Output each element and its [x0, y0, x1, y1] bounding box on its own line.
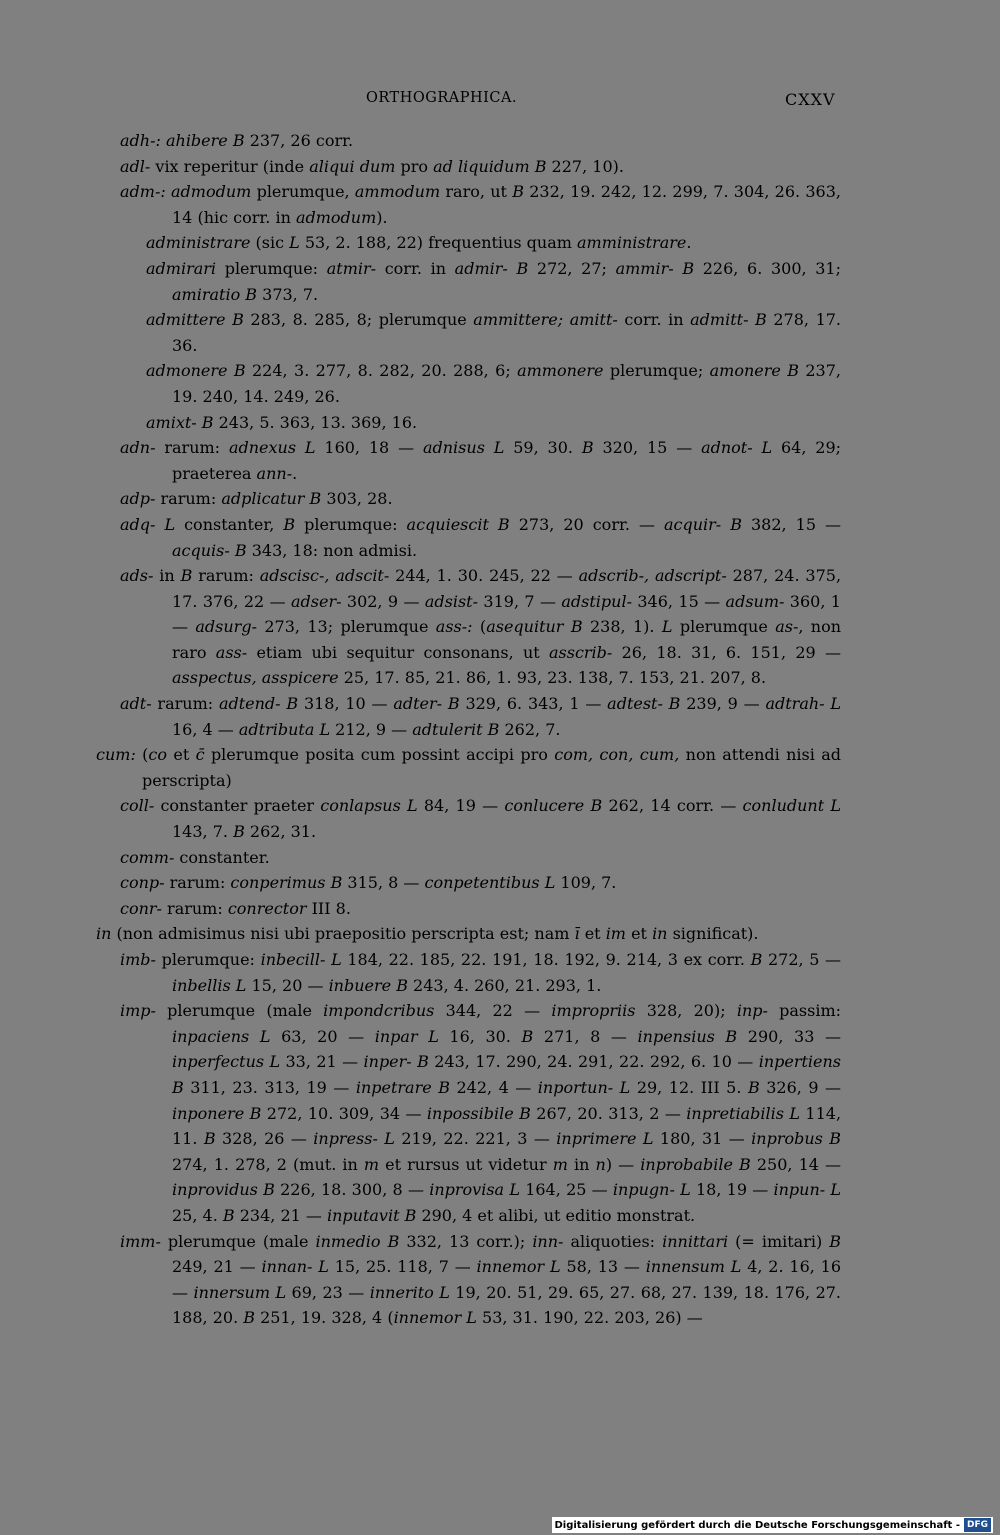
footer-text: Digitalisierung gefördert durch die Deutsche Forschungsgemeinschaft -: [554, 1519, 960, 1531]
entry-11: ads- in B rarum: adscisc-, adscit- 244, 1. 30. 245, 22 — adscrib-, adscript- 287, 24. 375, 17. 376, 22 — adser- 302, 9 — adsist- 319, 7 — adstipul- 346, 15 — adsum- 360, 1 — adsurg- 273, 13; plerumque ass-: (asequitur B 238, 1). L plerumque as-, non raro ass- etiam ubi sequitur consonans, ut asscrib- 26, 18. 31, 6. 151, 29 — asspectus, asspicere 25, 17. 85, 21. 86, 1. 93, 23. 138, 7. 153, 21. 207, 8.: [120, 566, 842, 688]
entry-4: admirari plerumque: atmir- corr. in admir- B 272, 27; ammir- B 226, 6. 300, 31; amiratio B 373, 7.: [146, 258, 841, 304]
entry-5: admittere B 283, 8. 285, 8; plerumque ammittere; amitt- corr. in admitt- B 278, 17. 36.: [146, 310, 842, 355]
entry-6: admonere B 224, 3. 277, 8. 282, 20. 288, 6; ammonere plerumque; amonere B 237, 19. 240, 14. 249, 26.: [146, 361, 842, 406]
entry-15: comm- constanter.: [120, 847, 270, 867]
entry-3: administrare (sic L 53, 2. 188, 22) frequentius quam amministrare.: [146, 233, 692, 253]
entry-12: adt- rarum: adtend- B 318, 10 — adter- B 329, 6. 343, 1 — adtest- B 239, 9 — adtrah- L 16, 4 — adtributa L 212, 9 — adtulerit B 262, 7.: [120, 694, 842, 739]
entry-13: cum: (co et c̄ plerumque posita cum possint accipi pro com, con, cum, non attendi nisi ad perscripta): [96, 745, 841, 790]
entry-19: imb- plerumque: inbecill- L 184, 22. 185, 22. 191, 18. 192, 9. 214, 3 ex corr. B 272, 5 — inbellis L 15, 20 — inbuere B 243, 4. 260, 21. 293, 1.: [120, 950, 842, 995]
entry-18: in (non admisimus nisi ubi praepositio perscripta est; nam ī et im et in significat).: [96, 924, 759, 944]
entry-8: adn- rarum: adnexus L 160, 18 — adnisus L 59, 30. B 320, 15 — adnot- L 64, 29; praeterea ann-.: [120, 438, 842, 483]
entry-1: adl- vix reperitur (inde aliqui dum pro ad liquidum B 227, 10).: [120, 156, 624, 176]
entry-9: adp- rarum: adplicatur B 303, 28.: [120, 489, 393, 509]
page-header: [0, 90, 1000, 116]
entry-20: imp- plerumque (male impondcribus 344, 22 — impropriis 328, 20); inp- passim: inpaciens L 63, 20 — inpar L 16, 30. B 271, 8 — inpensius B 290, 33 — inperfectus L 33, 21 — inper- B 243, 17. 290, 24. 291, 22. 292, 6. 10 — inpertiens B 311, 23. 313, 19 — inpetrare B 242, 4 — inportun- L 29, 12. III 5. B 326, 9 — inponere B 272, 10. 309, 34 — inpossibile B 267, 20. 313, 2 — inpretiabilis L 114, 11. B 328, 26 — inpress- L 219, 22. 221, 3 — inprimere L 180, 31 — inprobus B 274, 1. 278, 2 (mut. in m et rursus ut videtur m in n) — inprobabile B 250, 14 — inprovidus B 226, 18. 300, 8 — inprovisa L 164, 25 — inpugn- L 18, 19 — inpun- L 25, 4. B 234, 21 — inputavit B 290, 4 et alibi, ut editio monstrat.: [120, 1001, 842, 1225]
entry-2: adm-: admodum plerumque, ammodum raro, ut B 232, 19. 242, 12. 299, 7. 304, 26. 363, 14 (hic corr. in admodum).: [120, 182, 841, 227]
entry-7: amixt- B 243, 5. 363, 13. 369, 16.: [146, 412, 418, 432]
entry-10: adq- L constanter, B plerumque: acquiescit B 273, 20 corr. — acquir- B 382, 15 — acquis- B 343, 18: non admisi.: [120, 514, 842, 560]
entry-14: coll- constanter praeter conlapsus L 84, 19 — conlucere B 262, 14 corr. — conludunt L 143, 7. B 262, 31.: [120, 796, 841, 842]
entry-17: conr- rarum: conrector III 8.: [120, 898, 351, 918]
footer-credit: [552, 1517, 993, 1533]
running-title: ORTHOGRAPHICA.: [366, 90, 518, 106]
dfg-logo: DFG: [964, 1518, 991, 1532]
page-number: CXXV: [785, 90, 836, 109]
entry-21: imm- plerumque (male inmedio B 332, 13 corr.); inn- aliquoties: innittari (= imitari) B 249, 21 — innan- L 15, 25. 118, 7 — innemor L 58, 13 — innensum L 4, 2. 16, 16 — innersum L 69, 23 — innerito L 19, 20. 51, 29. 65, 27. 68, 27. 139, 18. 176, 27. 188, 20. B 251, 19. 328, 4 (innemor L 53, 31. 190, 22. 203, 26) —: [120, 1231, 842, 1328]
document-body: [96, 128, 841, 1331]
entry-0: adh-: ahibere B 237, 26 corr.: [120, 131, 354, 150]
entry-16: conp- rarum: conperimus B 315, 8 — conpetentibus L 109, 7.: [120, 873, 617, 893]
